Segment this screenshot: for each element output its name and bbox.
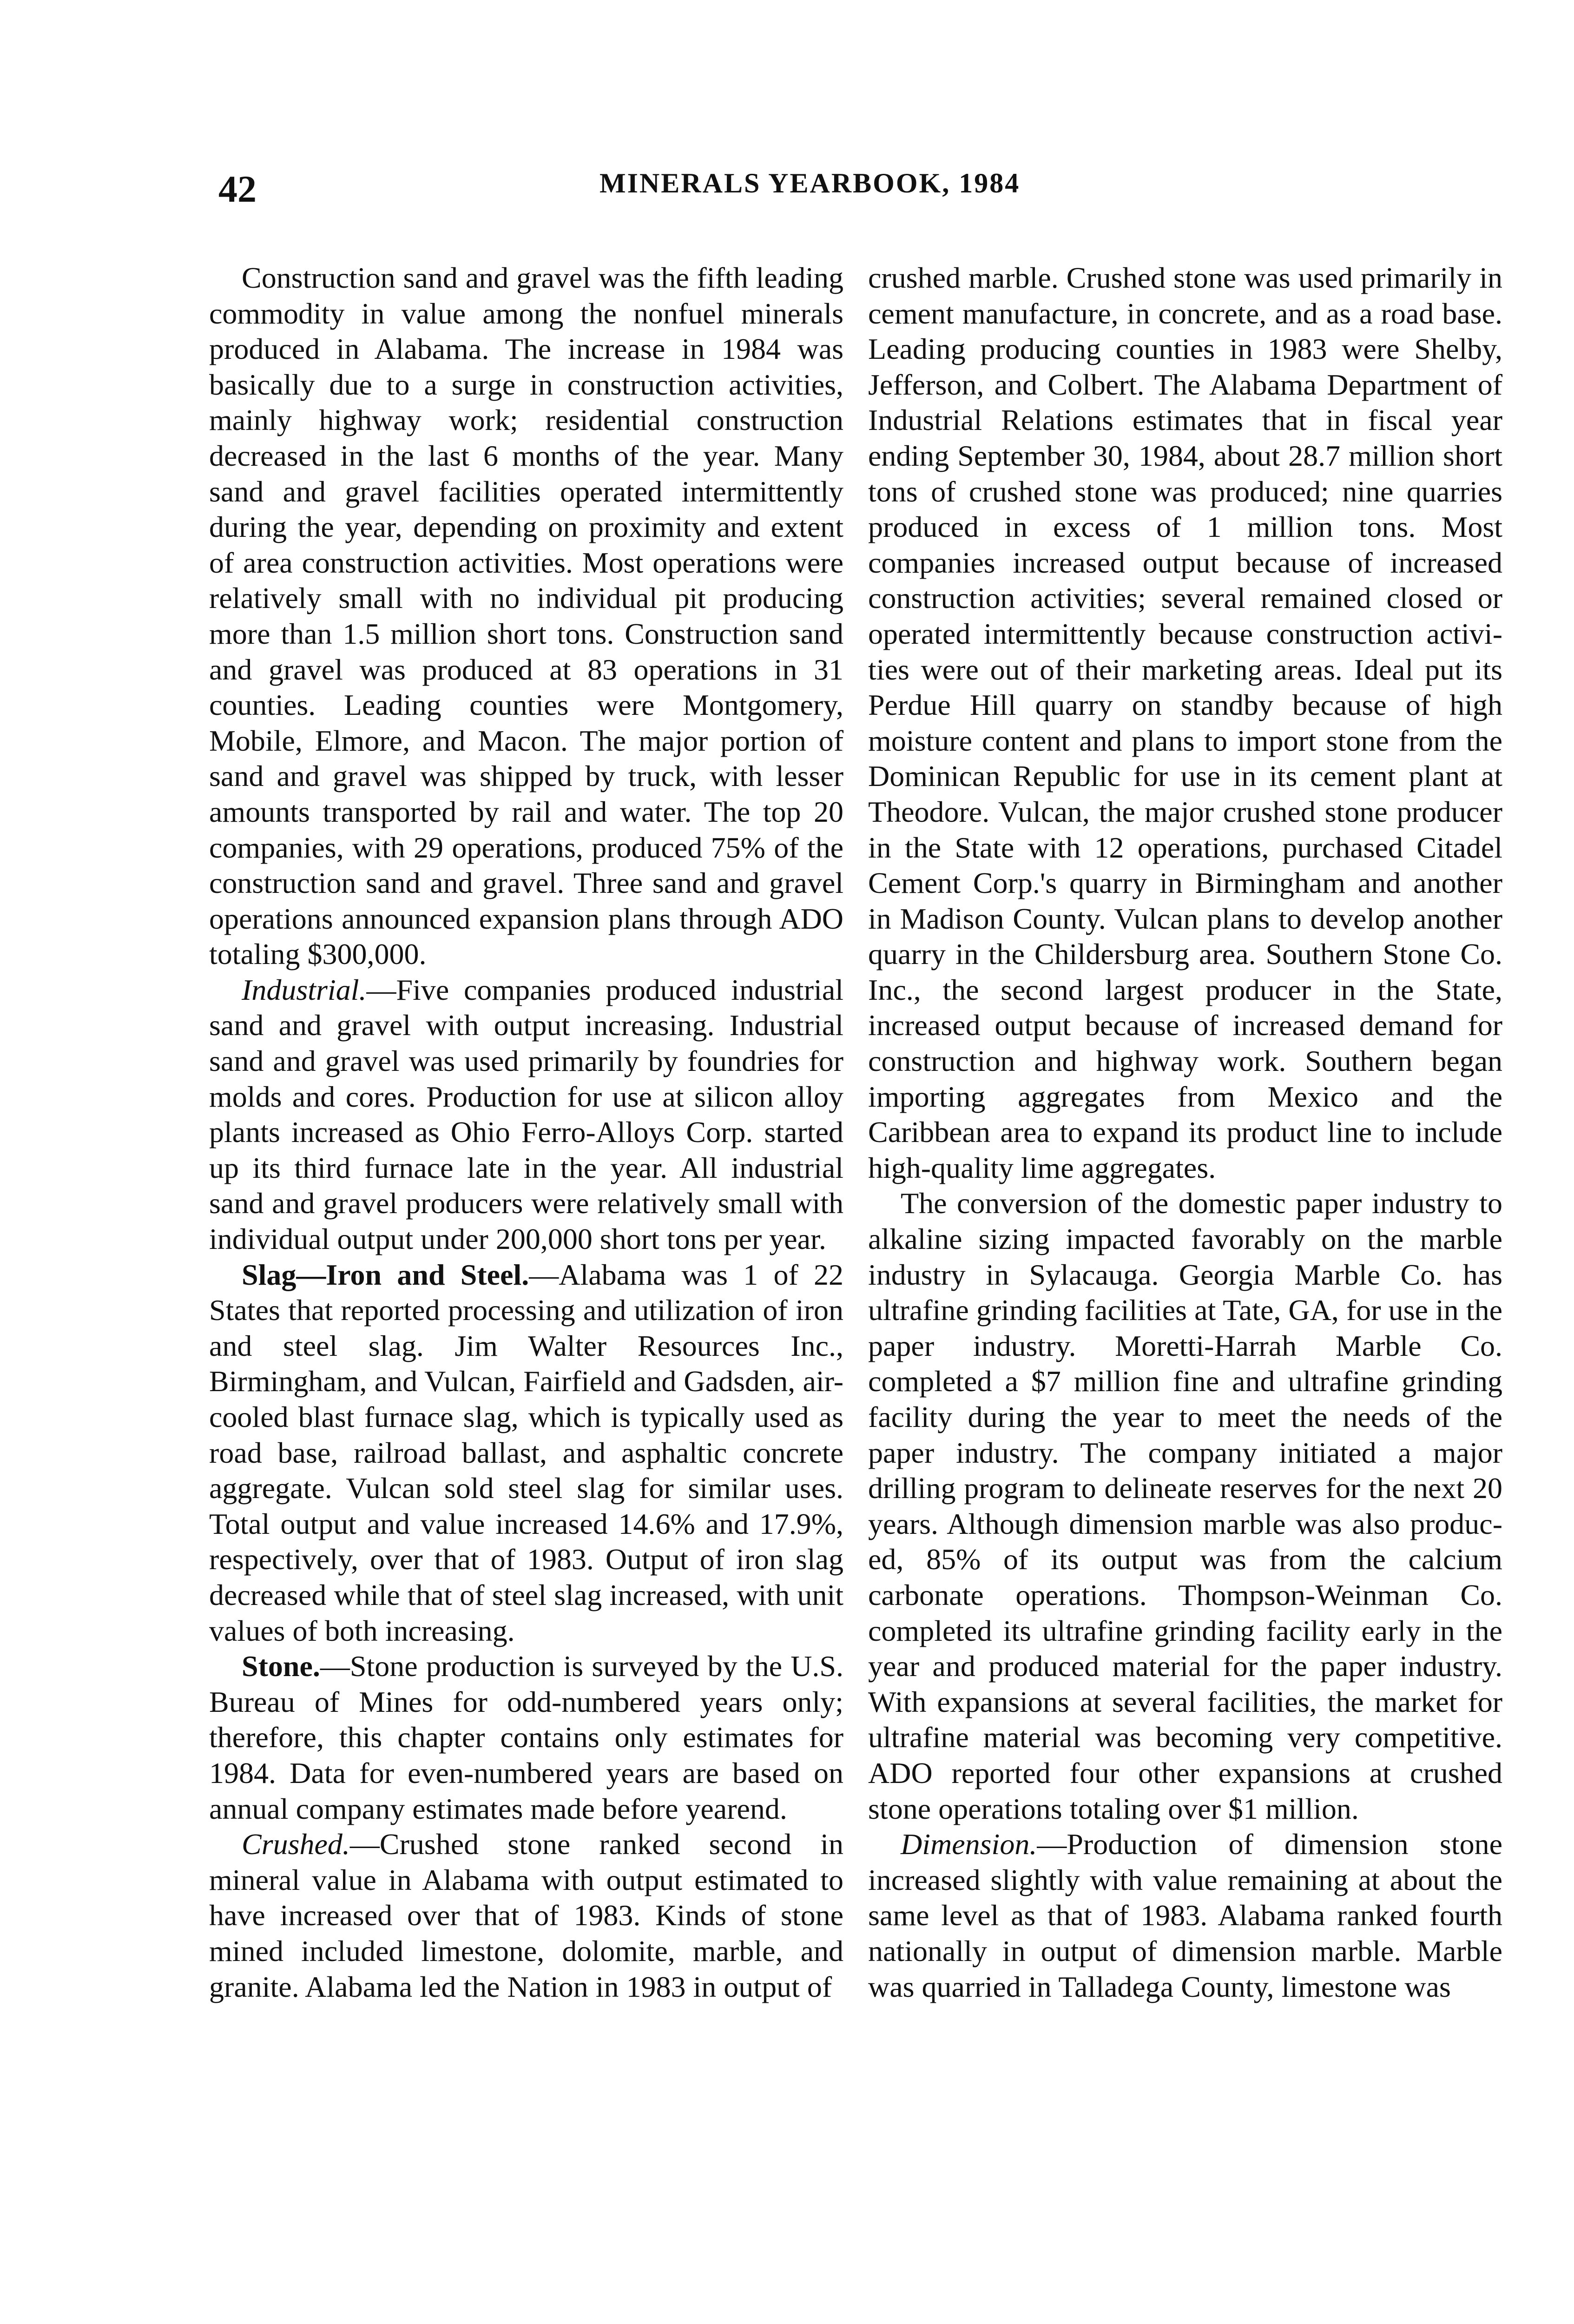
stone-heading: Stone. [242, 1650, 320, 1683]
dimension-body: —Production of dimension stone increased slightly with value remaining at about the same level as that of 1983. Alabama ranked fourth nationally in output of dimension marble. Marble was quarried in Talladega County, limestone was [868, 1828, 1502, 2003]
paragraph-dimension [868, 1827, 1502, 2005]
left-column [209, 260, 843, 2005]
right-column [868, 260, 1502, 2005]
paragraph-crushed-continued: crushed marble. Crushed stone was used primarily in cement manufacture, in concrete, and as a road base. Leading producing counties in 1983 were Shelby, Jefferson, and Colbert. The Alabama Department of Industrial Relations estimates that in fiscal year ending September 30, 1984, about 28.7 million short tons of crushed stone was produced; nine quarries produced in excess of 1 million tons. Most companies increased output because of increased construction activities; several remained closed or operated intermittently because construction activities were out of their marketing areas. Ideal put its Perdue Hill quarry on standby because of high moisture content and plans to import stone from the Dominican Republic for use in its cement plant at Theodore. Vulcan, the major crushed stone producer in the State with 12 operations, purchased Citadel Cement Corp.'s quarry in Birmingham and another in Madison County. Vulcan plans to develop another quarry in the Childersburg area. Southern Stone Co. Inc., the second largest producer in the State, increased output because of increased demand for construction and highway work. Southern began importing aggregates from Mexico and the Caribbean area to expand its product line to include high-quality lime aggregates. [868, 261, 1502, 1184]
page-header [218, 167, 1557, 218]
industrial-body: —Five companies produced industrial sand and gravel with output increasing. Industrial sand and gravel was used primarily by foundries for molds and cores. Production for use at silicon alloy plants increased as Ohio Ferro-Alloys Corp. started up its third furnace late in the year. All industrial sand and gravel producers were relatively small with individual output under 200,000 short tons per year. [209, 973, 843, 1256]
paragraph-paper-industry: The conversion of the domestic paper industry to alkaline sizing impacted favorably on the marble industry in Sylacauga. Georgia Marble Co. has ultrafine grinding facilities at Tate, GA, for use in the paper industry. Moretti-Harrah Marble Co. completed a $7 million fine and ultrafine grinding facility during the year to meet the needs of the paper industry. The company initiated a major drilling program to delineate reserves for the next 20 years. Although dimension marble was also produced, 85% of its output was from the calcium carbonate operations. Thompson-Weinman Co. completed its ultrafine grinding facility early in the year and produced material for the paper industry. With expansions at several facilities, the market for ultrafine material was becoming very competitive. ADO reported four other expansions at crushed stone operations totaling over $1 million. [868, 1187, 1502, 1825]
stone-body: —Stone production is surveyed by the U.S. Bureau of Mines for odd-numbered years only; therefore, this chapter contains only estimates for 1984. Data for even-numbered years are based on annual company estimates made before yearend. [209, 1650, 843, 1825]
paragraph-industrial [209, 972, 843, 1257]
paragraph-stone [209, 1649, 843, 1827]
page-number: 42 [218, 168, 257, 210]
running-title: MINERALS YEARBOOK, 1984 [599, 168, 1021, 198]
crushed-body: —Crushed stone ranked second in mineral value in Alabama with output estimated to have increased over that of 1983. Kinds of stone mined included limestone, dolomite, marble, and granite. Alabama led the Nation in 1983 in output of [209, 1828, 843, 2003]
dimension-heading: Dimension. [901, 1828, 1037, 1861]
slag-body: —Alabama was 1 of 22 States that reported processing and utilization of iron and steel slag. Jim Walter Resources Inc., Birmingham, and Vulcan, Fairfield and Gadsden, air-cooled blast furnace slag, which is typically used as road base, railroad ballast, and asphaltic concrete aggregate. Vulcan sold steel slag for similar uses. Total output and value increased 14.6% and 17.9%, respectively, over that of 1983. Output of iron slag decreased while that of steel slag increased, with unit values of both increasing. [209, 1258, 844, 1647]
paragraph-slag [209, 1257, 843, 1649]
paragraph-construction-sand-gravel: Construction sand and gravel was the fifth leading commodity in value among the nonfuel minerals produced in Alabama. The increase in 1984 was basically due to a surge in construction activities, mainly highway work; residential construction decreased in the last 6 months of the year. Many sand and gravel facilities operated intermittently during the year, depending on proximity and extent of area construction activities. Most operations were relatively small with no individual pit producing more than 1.5 million short tons. Construction sand and gravel was produced at 83 operations in 31 counties. Leading counties were Montgomery, Mobile, Elmore, and Macon. The major portion of sand and gravel was shipped by truck, with lesser amounts transported by rail and water. The top 20 companies, with 29 operations, produced 75% of the construction sand and gravel. Three sand and gravel operations announced expansion plans through ADO totaling $300,000. [209, 261, 843, 971]
paragraph-crushed [209, 1827, 843, 2005]
crushed-heading: Crushed. [242, 1828, 350, 1861]
slag-heading: Slag—Iron and Steel. [242, 1258, 529, 1291]
industrial-heading: Industrial. [242, 973, 367, 1006]
